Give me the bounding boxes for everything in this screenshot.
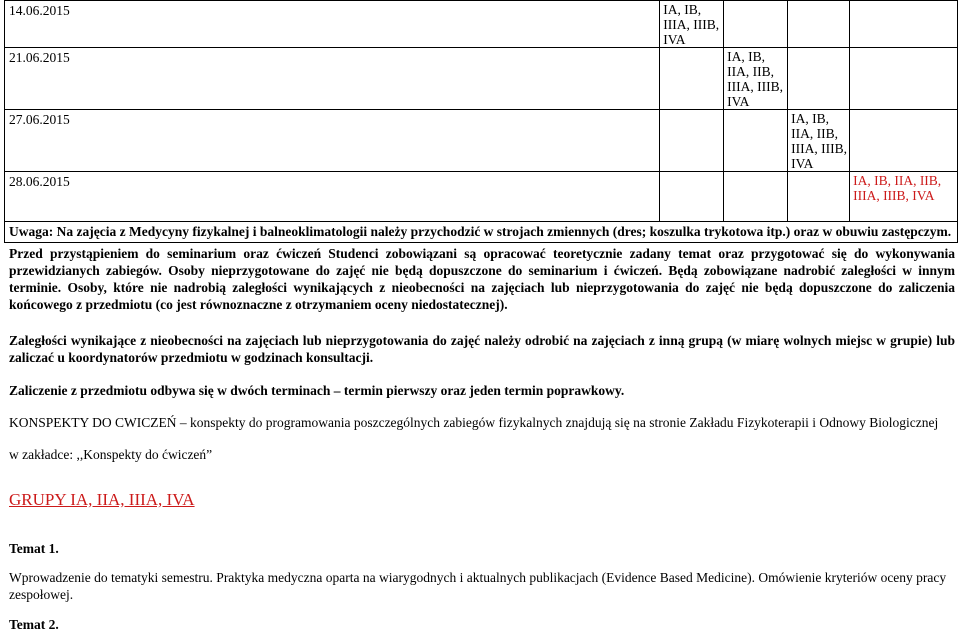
schedule-table <box>4 0 958 243</box>
absence-paragraph: Zaległości wynikające z nieobecności na zajęciach lub nieprzygotowania do zajęć należy odrobić na zajęciach z inną grupą (w miarę wolnych miejsc w grupie) lub zaliczać u koordynatorów przedmiotu w godzinach konsultacji. <box>9 333 955 365</box>
preparation-paragraph <box>9 245 955 313</box>
schedule-date: 21.06.2015 <box>5 48 660 110</box>
konspekty-paragraph: KONSPEKTY DO CWICZEŃ – konspekty do programowania poszczególnych zabiegów fizykalnych znajdują się na stronie Zakładu Fizykoterapii i Odnowy Biologicznej <box>9 415 939 430</box>
schedule-groups: IA, IB, IIA, IIB, IIIA, IIIB, IVA <box>850 172 958 222</box>
temat-2-label: Temat 2. <box>9 617 59 632</box>
makeup-text: Będą zobowiązane nadrobić zaległości w innym terminie. <box>9 263 956 295</box>
schedule-note-row <box>5 222 958 243</box>
groups-heading: GRUPY IA, IIA, IIIA, IVA <box>9 490 195 509</box>
schedule-date: 14.06.2015 <box>5 1 660 48</box>
exam-terms-paragraph: Zaliczenie z przedmiotu odbywa się w dwóch terminach – termin pierwszy oraz jeden termin poprawkowy. <box>9 383 625 398</box>
schedule-groups: IA, IB, IIA, IIB, IIIA, IIIB, IVA <box>788 110 850 172</box>
schedule-groups: IA, IB, IIIA, IIIB, IVA <box>660 1 724 48</box>
temat-1-label: Temat 1. <box>9 541 59 556</box>
final-admission-text: Osoby, które nie nadrobią zaległości wynikających z nieobecności na zajęciach lub nieprzygotowania do zajęć nie będą dopuszczone do zaliczenia końcowego z przedmiotu (co jest równoznaczne z otrzymaniem oceny niedostatecznej). <box>9 280 955 312</box>
schedule-row <box>5 110 958 172</box>
schedule-groups: IA, IB, IIA, IIB, IIIA, IIIB, IVA <box>724 48 788 110</box>
schedule-row <box>5 1 958 48</box>
preparation-text: Przed przystąpieniem do seminarium oraz ćwiczeń Studenci zobowiązani są opracować teoretycznie zadany temat oraz przygotować się do wykonywania przewidzianych zabiegów. <box>9 246 955 278</box>
schedule-date: 27.06.2015 <box>5 110 660 172</box>
schedule-row <box>5 172 958 222</box>
temat-1-description: Wprowadzenie do tematyki semestru. Praktyka medyczna oparta na wiarygodnych i aktualnych publikacjach (Evidence Based Medicine). Omówienie kryteriów oceny pracy zespołowej. <box>9 570 947 602</box>
schedule-date: 28.06.2015 <box>5 172 660 222</box>
schedule-row <box>5 48 958 110</box>
not-admitted-text: Osoby nieprzygotowane do zajęć nie będą dopuszczone do seminarium i ćwiczeń. <box>168 263 663 278</box>
clothing-note: Uwaga: Na zajęcia z Medycyny fizykalnej i balneoklimatologii należy przychodzić w strojach zmiennych (dres; koszulka trykotowa itp.) oraz w obuwiu zastępczym. <box>5 222 958 243</box>
konspekty-tab-paragraph: w zakładce: ,,Konspekty do ćwiczeń” <box>9 447 213 462</box>
